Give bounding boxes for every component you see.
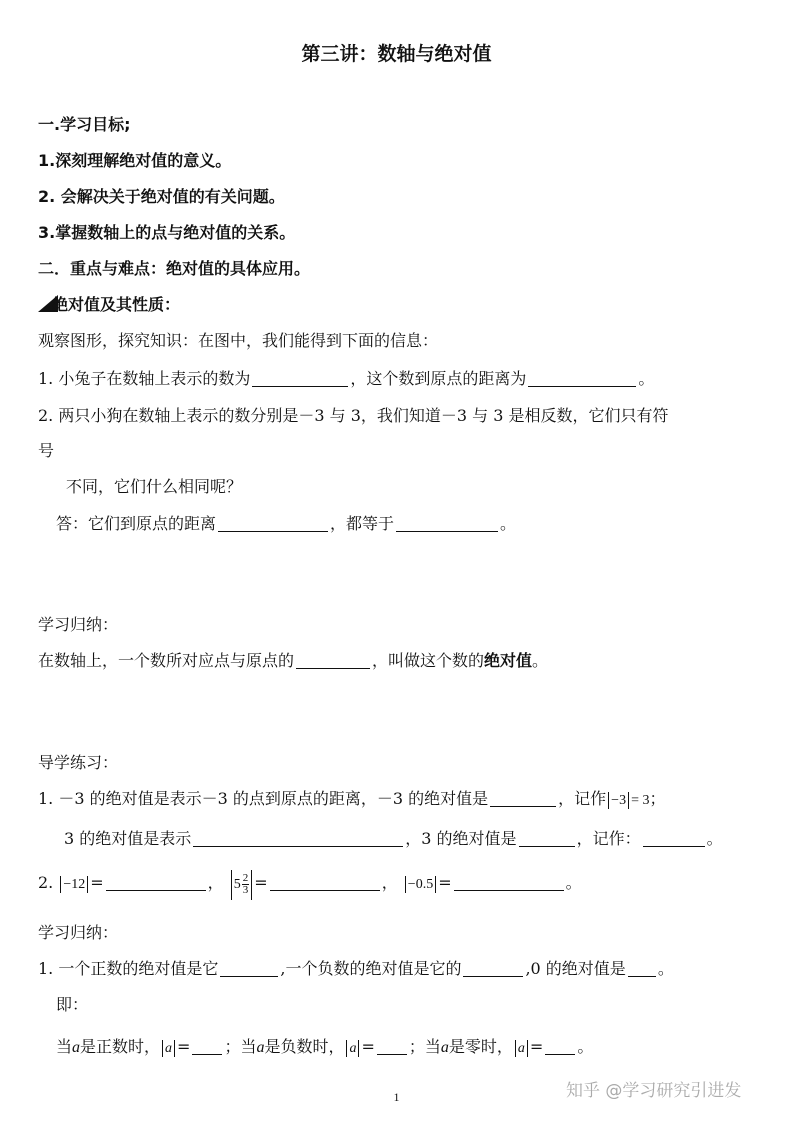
- answer-blank[interactable]: [490, 790, 556, 807]
- key-points: 二．重点与难点：绝对值的具体应用。: [38, 259, 311, 278]
- section3-heading: 绝对值及其性质：: [38, 294, 180, 316]
- observe-text: 观察图形，探究知识：在图中，我们能得到下面的信息：: [38, 331, 439, 350]
- answer-blank[interactable]: [377, 1038, 407, 1055]
- goal-item-2: 2. 会解决关于绝对值的有关问题。: [38, 187, 285, 206]
- abs-mixed-fraction: 5 $\frac{2}{3}$: [231, 870, 253, 900]
- summary1-heading: 学习归纳：: [38, 615, 119, 634]
- question-2-line1: 2. 两只小狗在数轴上表示的数分别是－3 与 3，我们知道－3 与 3 是相反数，它们只有符: [38, 406, 669, 425]
- goal-item-1: 1.深刻理解绝对值的意义。: [38, 151, 232, 170]
- page-number: 1: [393, 1090, 400, 1104]
- answer-blank[interactable]: [463, 960, 523, 977]
- summary1-line: 在数轴上，一个数所对应点与原点的 ，叫做这个数的绝对值。: [38, 651, 549, 670]
- practice-1: 1. －3 的绝对值是表示－3 的点到原点的距离，－3 的绝对值是 ，记作 −3 = 3；: [38, 789, 666, 808]
- answer-blank[interactable]: [218, 515, 328, 532]
- summary2-heading: 学习归纳：: [38, 923, 119, 942]
- summary2-line1: 1. 一个正数的绝对值是它 ,一个负数的绝对值是它的 ,0 的绝对值是 。: [38, 959, 674, 978]
- practice-1b: 3 的绝对值是表示 ，3 的绝对值是 ，记作： 。: [64, 829, 723, 848]
- answer-blank[interactable]: [106, 874, 206, 891]
- answer-blank[interactable]: [296, 652, 370, 669]
- answer-blank[interactable]: [628, 960, 656, 977]
- watermark: 知乎 @学习研究引进发: [566, 1081, 742, 1101]
- answer-line: 答：它们到原点的距离 ，都等于 。: [56, 514, 517, 533]
- summary2-line3: 当a是正数时， a = ；当a是负数时， a = ；当a是零时， a = 。: [56, 1037, 594, 1056]
- answer-blank[interactable]: [545, 1038, 575, 1055]
- practice-heading: 导学练习：: [38, 753, 119, 772]
- abs-expression: −12: [60, 876, 88, 893]
- answer-blank[interactable]: [220, 960, 278, 977]
- goals-heading: 一.学习目标;: [38, 115, 131, 134]
- practice-2: 2. −12 = ， 5 $\frac{2}{3}$ = ， −0.5 = 。: [38, 870, 582, 900]
- answer-blank[interactable]: [252, 370, 348, 387]
- abs-expression: −3: [608, 792, 629, 809]
- answer-blank[interactable]: [519, 830, 575, 847]
- answer-blank[interactable]: [193, 830, 403, 847]
- answer-blank[interactable]: [396, 515, 498, 532]
- question-2-line3: 不同，它们什么相同呢？: [66, 477, 243, 496]
- question-2-line2: 号: [38, 441, 55, 460]
- summary2-line2: 即：: [56, 995, 89, 1014]
- goal-item-3: 3.掌握数轴上的点与绝对值的关系。: [38, 223, 296, 242]
- answer-blank[interactable]: [454, 874, 564, 891]
- page-title: 第三讲：数轴与绝对值: [301, 43, 492, 65]
- question-1: 1. 小兔子在数轴上表示的数为 ，这个数到原点的距离为 。: [38, 369, 655, 388]
- abs-expression: −0.5: [405, 876, 436, 893]
- answer-blank[interactable]: [643, 830, 705, 847]
- answer-blank[interactable]: [270, 874, 380, 891]
- answer-blank[interactable]: [528, 370, 636, 387]
- answer-blank[interactable]: [192, 1038, 222, 1055]
